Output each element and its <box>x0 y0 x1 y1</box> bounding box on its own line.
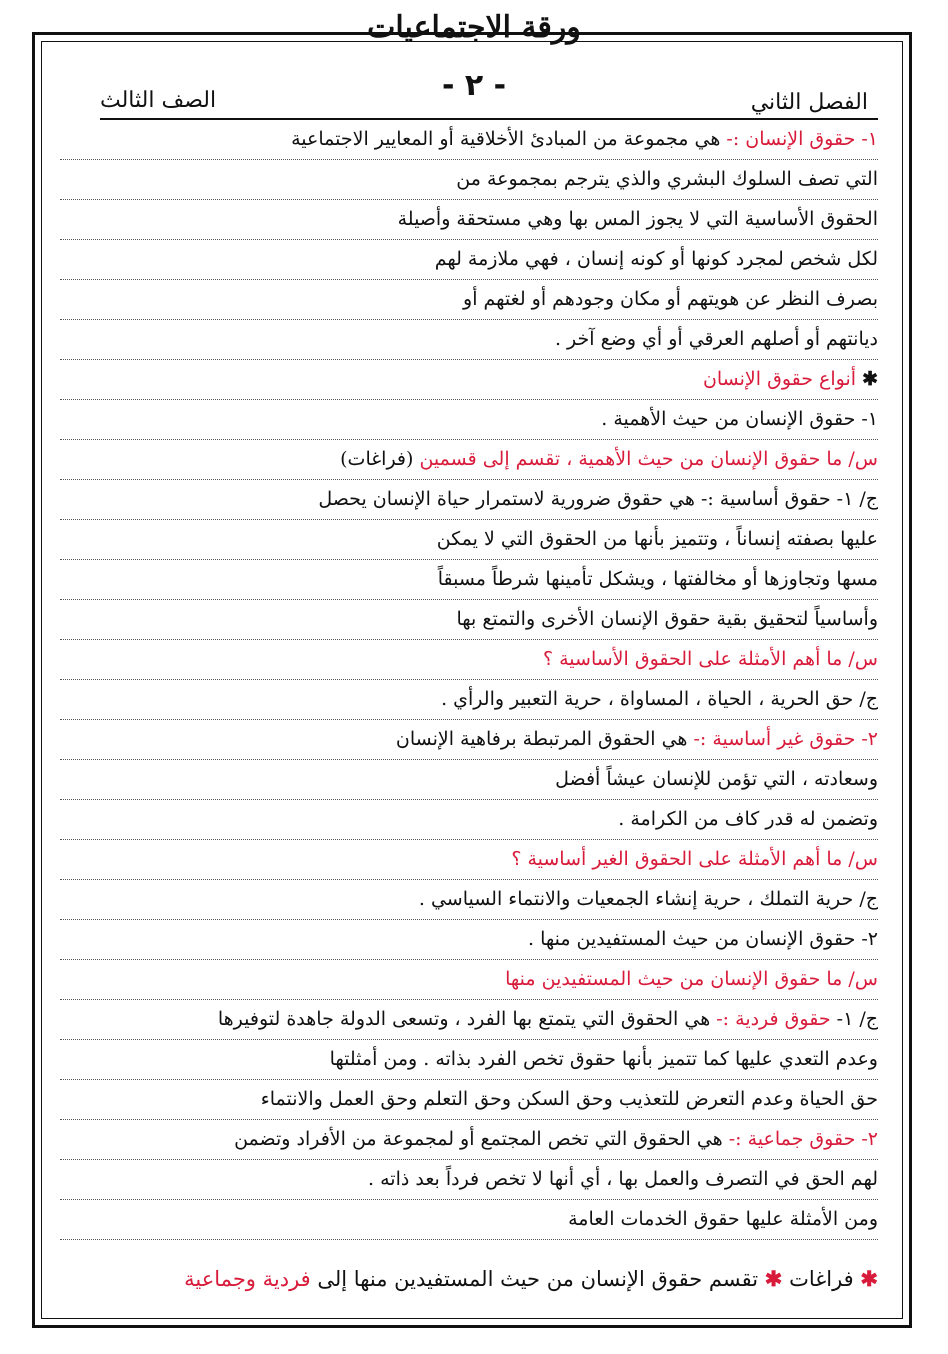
line-heading: ١- حقوق الإنسان :- <box>726 128 878 150</box>
line-heading: حقوق فردية :- <box>716 1008 831 1030</box>
line-heading: ٢- حقوق جماعية :- <box>728 1128 878 1150</box>
line-text: ج/ حرية التملك ، حرية إنشاء الجمعيات والانتماء السياسي . <box>418 888 878 910</box>
worksheet-line <box>60 280 878 320</box>
worksheet-line <box>60 1120 878 1160</box>
line-text: ديانتهم أو أصلهم العرقي أو أي وضع آخر . <box>554 328 878 350</box>
line-text: ومن الأمثلة عليها حقوق الخدمات العامة <box>568 1208 878 1230</box>
worksheet-line <box>60 840 878 880</box>
worksheet-line <box>60 760 878 800</box>
line-prefix: ج/ ١- <box>830 1008 878 1030</box>
line-text: لكل شخص لمجرد كونها أو كونه إنسان ، فهي ملازمة لهم <box>434 248 878 270</box>
worksheet-line <box>60 1000 878 1040</box>
line-text: ١- حقوق الإنسان من حيث الأهمية . <box>601 408 878 430</box>
line-heading: ٢- حقوق غير أساسية :- <box>693 728 878 750</box>
worksheet-line <box>60 120 878 160</box>
worksheet-line <box>60 560 878 600</box>
line-text: ج/ حق الحرية ، الحياة ، المساواة ، حرية التعبير والرأي . <box>441 688 878 710</box>
worksheet-line <box>60 480 878 520</box>
term-label: الفصل الثاني <box>750 90 868 115</box>
worksheet-line <box>60 1080 878 1120</box>
star-icon: ✱ <box>764 1266 783 1291</box>
worksheet-lines <box>60 120 878 1240</box>
page-number: - ٢ - <box>441 68 507 103</box>
star-icon: ✱ <box>860 1266 878 1291</box>
worksheet-line <box>60 600 878 640</box>
line-text: هي الحقوق التي تخص المجتمع أو لمجموعة من الأفراد وتضمن <box>234 1128 729 1150</box>
line-text: هي الحقوق التي يتمتع بها الفرد ، وتسعى الدولة جاهدة لتوفيرها <box>217 1008 717 1030</box>
line-text: هي الحقوق المرتبطة برفاهية الإنسان <box>395 728 694 750</box>
line-text: وتضمن له قدر كاف من الكرامة . <box>618 808 878 830</box>
fill-in-footer <box>60 1258 878 1300</box>
worksheet-line <box>60 240 878 280</box>
worksheet-header <box>40 10 908 120</box>
footer-answer: فردية وجماعية <box>184 1267 311 1291</box>
footer-text: تقسم حقوق الإنسان من حيث المستفيدين منها إلى <box>317 1267 759 1291</box>
worksheet-line <box>60 680 878 720</box>
grade-label: الصف الثالث <box>100 88 217 113</box>
line-heading: س/ ما حقوق الإنسان من حيث المستفيدين منها <box>505 968 878 990</box>
line-text: وعدم التعدي عليها كما تتميز بأنها حقوق تخص الفرد بذاته . ومن أمثلتها <box>329 1048 878 1070</box>
worksheet-line <box>60 920 878 960</box>
worksheet-line <box>60 1160 878 1200</box>
footer-label: فراغات <box>789 1267 854 1291</box>
line-heading: س/ ما أهم الأمثلة على الحقوق الأساسية ؟ <box>543 648 878 670</box>
line-text: وأساسياً لتحقيق بقية حقوق الإنسان الأخرى والتمتع بها <box>456 608 878 630</box>
line-text: مسها وتجاوزها أو مخالفتها ، ويشكل تأمينها شرطاً مسبقاً <box>437 568 878 590</box>
worksheet-line <box>60 440 878 480</box>
line-text: بصرف النظر عن هويتهم أو مكان وجودهم أو لغتهم أو <box>463 288 878 310</box>
line-heading: س/ ما حقوق الإنسان من حيث الأهمية ، تقسم إلى قسمين <box>419 448 878 470</box>
worksheet-line <box>60 520 878 560</box>
worksheet-line <box>60 320 878 360</box>
worksheet-line <box>60 160 878 200</box>
worksheet-line <box>60 880 878 920</box>
worksheet-line <box>60 960 878 1000</box>
line-text: الحقوق الأساسية التي لا يجوز المس بها وهي مستحقة وأصيلة <box>397 208 878 230</box>
asterisk-icon: ✱ <box>862 368 878 390</box>
line-text: هي مجموعة من المبادئ الأخلاقية أو المعايير الاجتماعية <box>291 128 727 150</box>
line-text: ٢- حقوق الإنسان من حيث المستفيدين منها . <box>527 928 878 950</box>
line-text: وسعادته ، التي تؤمن للإنسان عيشاً أفضل <box>555 768 878 790</box>
line-text: حق الحياة وعدم التعرض للتعذيب وحق السكن وحق التعلم وحق العمل والانتماء <box>260 1088 878 1110</box>
line-text: ج/ ١- حقوق أساسية :- هي حقوق ضرورية لاستمرار حياة الإنسان يحصل <box>318 488 878 510</box>
worksheet-line <box>60 800 878 840</box>
line-heading: أنواع حقوق الإنسان <box>702 368 857 390</box>
line-text: لهم الحق في التصرف والعمل بها ، أي أنها لا تخص فرداً بعد ذاته . <box>368 1168 878 1190</box>
worksheet-line <box>60 400 878 440</box>
worksheet-line <box>60 720 878 760</box>
worksheet-line <box>60 1200 878 1240</box>
line-text: التي تصف السلوك البشري والذي يترجم بمجموعة من <box>456 168 878 190</box>
subject-title: ورقة الاجتماعيات <box>367 10 581 45</box>
worksheet-line <box>60 1040 878 1080</box>
worksheet-line <box>60 360 878 400</box>
line-text: عليها بصفته إنساناً ، وتتميز بأنها من الحقوق التي لا يمكن <box>436 528 878 550</box>
worksheet-line <box>60 640 878 680</box>
worksheet-line <box>60 200 878 240</box>
line-text: (فراغات) <box>340 448 420 470</box>
line-heading: س/ ما أهم الأمثلة على الحقوق الغير أساسية ؟ <box>511 848 878 870</box>
